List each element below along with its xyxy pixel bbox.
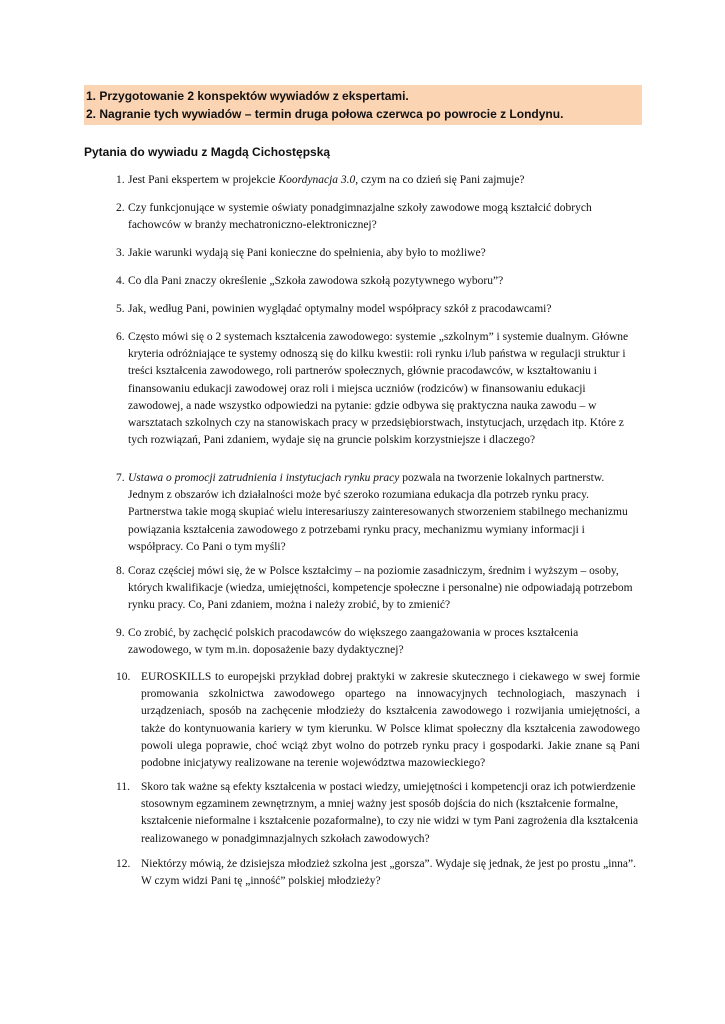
question-text: Czy funkcjonujące w systemie oświaty ponadgimnazjalne szkoły zawodowe mogą kształcić dobrych fachowców w branży mechatroniczno-elektronicznej?: [128, 202, 592, 232]
question-number: 6.: [116, 331, 125, 343]
question-number: 1.: [116, 174, 125, 186]
question-11: [116, 779, 640, 848]
question-12: [116, 856, 640, 890]
question-number: 4.: [116, 275, 125, 287]
question-text: , czym na co dzień się Pani zajmuje?: [355, 174, 525, 186]
question-text: Niektórzy mówią, że dzisiejsza młodzież szkolna jest „gorsza”. Wydaje się jednak, że jest po prostu „inna”. W czym widzi Pani tę „inność” polskiej młodzieży?: [141, 858, 637, 888]
question-number: 10.: [116, 671, 131, 683]
section-title: Pytania do wywiadu z Magdą Cichostępską: [84, 145, 331, 159]
question-text: Jakie warunki wydają się Pani konieczne do spełnienia, aby było to możliwe?: [128, 247, 486, 259]
act-name: Ustawa o promocji zatrudnienia i instytucjach rynku pracy: [128, 472, 400, 484]
question-6: [116, 329, 640, 449]
question-10: [116, 669, 640, 772]
question-text: EUROSKILLS to europejski przykład dobrej praktyki w zakresie skutecznego i ciekawego w swej formie promowania szkolnictwa zawodowego opartego na innowacyjnych technologiach, maszynach i urządzeniach, sposób na zachęcenie młodzieży do kształcenia zawodowego i rozwijania umiejętności, a także do kontynuowania kariery w tym kierunku. W Polsce klimat społeczny dla kształcenia zawodowego powoli ulega poprawie, choć wciąż zbyt wolno do potrzeb rynku pracy i gospodarki. Jakie znane są Pani podobne inicjatywy realizowane na terenie województwa mazowieckiego?: [141, 671, 640, 770]
question-number: 7.: [116, 472, 125, 484]
task-list-highlight: [84, 85, 642, 125]
question-4: [116, 273, 640, 290]
question-7: [116, 470, 640, 556]
question-text: Jak, według Pani, powinien wyglądać optymalny model współpracy szkół z pracodawcami?: [128, 303, 552, 315]
question-text: pozwala na tworzenie lokalnych partnerstw. Jednym z obszarów ich działalności może być szeroko rozumiana edukacja dla potrzeb rynku pracy. Partnerstwa takie mogą skupiać wielu interesariuszy zainteresowanych stworzeniem stabilnego mechanizmu powiązania kształcenia zawodowego z potrzebami rynku pracy, mechanizmu wymiany informacji i współpracy. Co Pani o tym myśli?: [128, 472, 628, 553]
question-text: Często mówi się o 2 systemach kształcenia zawodowego: systemie „szkolnym” i systemie dualnym. Główne kryteria odróżniające te systemy odnoszą się do kilku kwestii: roli rynku i/lub państwa w regulacji struktur i treści kształcenia zawodowego, roli partnerów społecznych, głównie pracodawców, w kształtowaniu i finansowaniu edukacji zawodowej oraz roli i miejsca uczniów (rodziców) w finansowaniu edukacji zawodowej, a nade wszystko odpowiedzi na pytanie: gdzie odbywa się praktyczna nauka zawodu – w warsztatach szkolnych czy na stanowiskach pracy w przedsiębiorstwach, instytucjach, urzędach itp. Które z tych rozwiązań, Pani zdaniem, wydaje się na gruncie polskim korzystniejsze i dlaczego?: [128, 331, 629, 447]
project-name: Koordynacja 3.0: [278, 174, 356, 186]
question-text: Jest Pani ekspertem w projekcie: [128, 174, 279, 186]
question-text: Coraz częściej mówi się, że w Polsce kształcimy – na poziomie zasadniczym, średnim i wyższym – osoby, których kwalifikacje (wiedza, umiejętności, kompetencje społeczne i personalne) nie odpowiadają potrzebom rynku pracy. Co, Pani zdaniem, można i należy zrobić, by to zmienić?: [128, 565, 633, 612]
question-number: 12.: [116, 858, 131, 870]
task-item-2: 2. Nagranie tych wywiadów – termin druga połowa czerwca po powrocie z Londynu.: [86, 107, 564, 121]
task-item-1: 1. Przygotowanie 2 konspektów wywiadów z ekspertami.: [86, 89, 409, 103]
question-5: [116, 301, 640, 318]
question-number: 2.: [116, 202, 125, 214]
question-number: 9.: [116, 627, 125, 639]
question-text: Co dla Pani znaczy określenie „Szkoła zawodowa szkołą pozytywnego wyboru”?: [128, 275, 504, 287]
question-number: 8.: [116, 565, 125, 577]
question-2: [116, 200, 640, 234]
question-number: 5.: [116, 303, 125, 315]
question-9: [116, 625, 640, 659]
question-text: Skoro tak ważne są efekty kształcenia w postaci wiedzy, umiejętności i kompetencji oraz ich potwierdzenie stosownym egzaminem zewnętrznym, a mniej ważny jest sposób dojścia do nich (kształcenie formalne, kształcenie nieformalne i kształcenie pozaformalne), to czy nie widzi w tym Pani zagrożenia dla kształcenia realizowanego w ponadgimnazjalnych szkołach zawodowych?: [141, 781, 639, 845]
question-number: 3.: [116, 247, 125, 259]
question-1: [116, 172, 640, 189]
question-text: Co zrobić, by zachęcić polskich pracodawców do większego zaangażowania w proces kształcenia zawodowego, w tym m.in. doposażenie bazy dydaktycznej?: [128, 627, 579, 657]
question-8: [116, 563, 640, 615]
question-number: 11.: [116, 781, 130, 793]
question-3: [116, 245, 640, 262]
